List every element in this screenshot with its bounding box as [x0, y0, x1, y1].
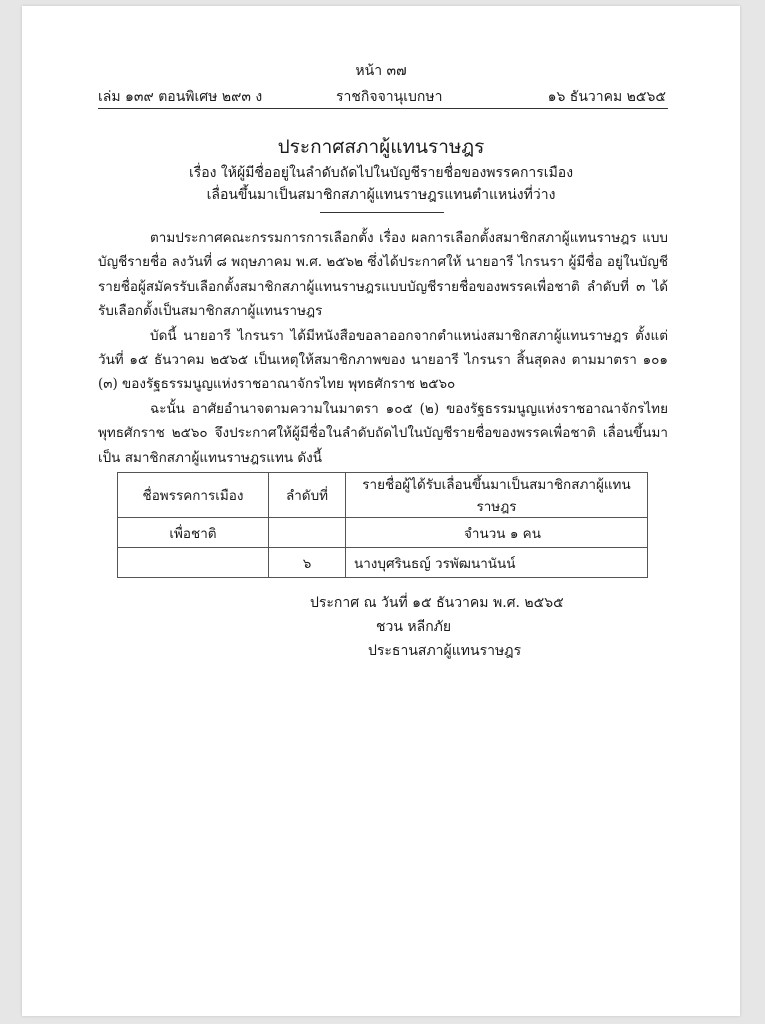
member-table: [117, 472, 648, 578]
title-divider: [320, 212, 444, 213]
subject-line-1: เรื่อง ให้ผู้มีชื่ออยู่ในลำดับถัดไปในบัญชีรายชื่อของพรรคการเมือง: [188, 165, 574, 181]
publication-date: ๑๖ ธันวาคม ๒๕๖๕: [547, 89, 666, 105]
header-order: ลำดับที่: [269, 473, 346, 518]
order-cell: [269, 518, 346, 548]
subject-line-2: เลื่อนขึ้นมาเป็นสมาชิกสภาผู้แทนราษฎรแทนตำแหน่งที่ว่าง: [206, 187, 556, 203]
signatory-position: ประธานสภาผู้แทนราษฎร: [368, 643, 522, 659]
announced-date: ประกาศ ณ วันที่ ๑๕ ธันวาคม พ.ศ. ๒๕๖๕: [310, 595, 564, 611]
table-row: [118, 518, 648, 548]
document-page: [22, 6, 740, 1016]
party-cell: [118, 548, 269, 578]
party-cell: เพื่อชาติ: [118, 518, 269, 548]
member-name-cell: นางบุศรินธญ์ วรพัฒนานันน์: [346, 548, 648, 578]
body-paragraph-3: ฉะนั้น อาศัยอำนาจตามความในมาตรา ๑๐๕ (๒) ของรัฐธรรมนูญแห่งราชอาณาจักรไทย พุทธศักราช ๒๕๖๐ จึงประกาศให้ผู้มีชื่อในลำดับถัดไปในบัญชีรายชื่อของพรรคเพื่อชาติ เลื่อนขึ้นมาเป็น สมาชิกสภาผู้แทนราษฎรแทน ดังนี้: [98, 400, 668, 466]
page-number: หน้า ๓๗: [355, 63, 407, 79]
signature-block: [310, 591, 564, 663]
table-header-row: [118, 473, 648, 518]
body-paragraph-1: ตามประกาศคณะกรรมการการเลือกตั้ง เรื่อง ผลการเลือกตั้งสมาชิกสภาผู้แทนราษฎร แบบบัญชีรายชื่อ ลงวันที่ ๘ พฤษภาคม พ.ศ. ๒๕๖๒ ซึ่งได้ประกาศให้ นายอารี ไกรนรา ผู้มีชื่อ อยู่ในบัญชีรายชื่อผู้สมัครรับเลือกตั้งสมาชิกสภาผู้แทนราษฎรแบบบัญชีรายชื่อของพรรคเพื่อชาติ ลำดับที่ ๓ ได้รับเลือกตั้งเป็นสมาชิกสภาผู้แทนราษฎร: [98, 230, 668, 320]
announcement-subject: [22, 162, 740, 206]
header-party: ชื่อพรรคการเมือง: [118, 473, 269, 518]
header-member-name: รายชื่อผู้ได้รับเลื่อนขึ้นมาเป็นสมาชิกสภาผู้แทนราษฎร: [346, 473, 648, 518]
volume-issue: เล่ม ๑๓๙ ตอนพิเศษ ๒๙๓ ง: [98, 89, 263, 105]
announcement-title: ประกาศสภาผู้แทนราษฎร: [277, 136, 485, 158]
order-cell: ๖: [269, 548, 346, 578]
body-paragraph-2: บัดนี้ นายอารี ไกรนรา ได้มีหนังสือขอลาออกจากตำแหน่งสมาชิกสภาผู้แทนราษฎร ตั้งแต่วันที่ ๑๕ ธันวาคม ๒๕๖๕ เป็นเหตุให้สมาชิกภาพของ นายอารี ไกรนรา สิ้นสุดลง ตามมาตรา ๑๐๑ (๓) ของรัฐธรรมนูญแห่งราชอาณาจักรไทย พุทธศักราช ๒๕๖๐: [98, 327, 668, 393]
gazette-name: ราชกิจจานุเบกษา: [336, 89, 443, 105]
announcement-body: [98, 226, 668, 470]
header-divider: [98, 108, 668, 109]
signatory-name: ชวน หลีกภัย: [376, 619, 452, 635]
table-row: [118, 548, 648, 578]
count-cell: จำนวน ๑ คน: [346, 518, 648, 548]
